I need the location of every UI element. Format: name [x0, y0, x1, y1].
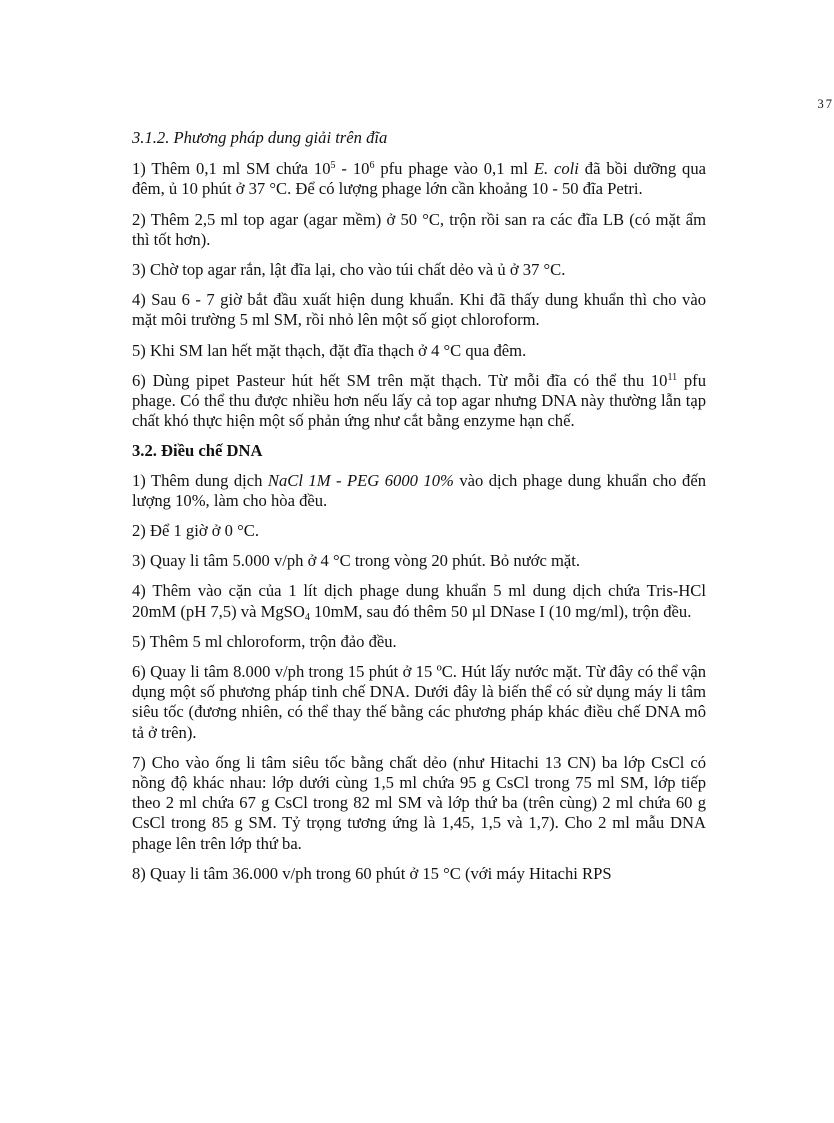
step-2-5: 5) Thêm 5 ml chloroform, trộn đảo đều. [132, 631, 397, 651]
section-heading-plate-lysis: 3.1.2. Phương pháp dung giải trên đĩa [132, 128, 388, 147]
section-heading-dna-preparation: 3.2. Điều chế DNA [132, 441, 263, 461]
text-run: 4) Thêm vào cặn của 1 lít dịch phage dung khuẩn 5 ml dung dịch chứa Tris-HCl 20mM (pH 7,5) và MgSO [132, 581, 706, 621]
superscript: 5 [330, 160, 336, 172]
text-run: 1) Thêm dung dịch [132, 470, 268, 490]
step-2-7: 7) Cho vào ống li tâm siêu tốc bằng chất dẻo (như Hitachi 13 CN) ba lớp CsCl có nồng độ khác nhau: lớp dưới cùng 1,5 ml chứa 95 g CsCl trong 75 ml SM, lớp tiếp theo 2 ml chứa 67 g CsCl trong 82 ml SM và lớp thứ ba (trên cùng) 2 ml chứa 60 g CsCl trong 85 g SM. Tỷ trọng tương ứng là 1,45, 1,5 và 1,7). Cho 2 ml mẫu DNA phage lên trên lớp thứ ba. [132, 752, 706, 853]
page-content [132, 128, 706, 894]
italic-reagent-name: NaCl 1M - PEG 6000 10% [267, 470, 454, 490]
step-2-2: 2) Để 1 giờ ở 0 °C. [132, 521, 259, 541]
step-1-6 [132, 371, 706, 432]
text-run: pfu phage vào 0,1 ml [374, 159, 534, 179]
text-run: vào dịch phage dung khuẩn cho đến lượng 10%, làm cho hòa đều. [132, 470, 706, 510]
step-2-6: 6) Quay li tâm 8.000 v/ph trong 15 phút ở 15 ºC. Hút lấy nước mặt. Từ đây có thể vận dụng một số phương pháp tinh chế DNA. Dưới đây là biến thể có sử dụng máy li tâm siêu tốc (đương nhiên, có thể thay thế bằng các phương pháp khác điều chế DNA mô tả ở trên). [132, 662, 706, 742]
step-1-3: 3) Chờ top agar rắn, lật đĩa lại, cho vào túi chất dẻo và ủ ở 37 °C. [132, 260, 566, 280]
subscript: 4 [304, 611, 310, 623]
step-1-2: 2) Thêm 2,5 ml top agar (agar mềm) ở 50 °C, trộn rồi san ra các đĩa LB (có mặt ẩm thì tốt hơn). [132, 209, 706, 249]
step-2-8: 8) Quay li tâm 36.000 v/ph trong 60 phút ở 15 °C (với máy Hitachi RPS [132, 863, 612, 883]
text-run: đã bồi dưỡng qua đêm, ủ 10 phút ở 37 °C. Để có lượng phage lớn cần khoảng 10 - 50 đĩa Petri. [132, 159, 707, 199]
step-1-1 [132, 159, 706, 199]
text-run: pfu phage. Có thể thu được nhiều hơn nếu lấy cả top agar nhưng DNA này thường lẫn tạp chất khó thực hiện một số phản ứng như cắt bằng enzyme hạn chế. [132, 370, 706, 431]
step-2-1 [132, 471, 706, 511]
page-number: 37 [817, 97, 834, 111]
text-run: 1) Thêm 0,1 ml SM chứa 10 [132, 159, 331, 179]
step-2-3: 3) Quay li tâm 5.000 v/ph ở 4 °C trong vòng 20 phút. Bỏ nước mặt. [132, 551, 580, 571]
step-2-4 [132, 581, 706, 621]
text-run: 10mM, sau đó thêm 50 µl DNase I (10 mg/ml), trộn đều. [309, 601, 692, 621]
step-1-4: 4) Sau 6 - 7 giờ bắt đầu xuất hiện dung khuẩn. Khi đã thấy dung khuẩn thì cho vào mặt môi trường 5 ml SM, rồi nhỏ lên một số giọt chloroform. [132, 290, 706, 330]
italic-species-name: E. coli [533, 159, 579, 179]
text-run: 6) Dùng pipet Pasteur hút hết SM trên mặt thạch. Từ mỗi đĩa có thể thu 10 [132, 370, 668, 390]
text-run: - 10 [335, 159, 370, 179]
step-1-5: 5) Khi SM lan hết mặt thạch, đặt đĩa thạch ở 4 °C qua đêm. [132, 340, 527, 360]
superscript: 6 [369, 160, 375, 172]
superscript: 11 [667, 371, 678, 383]
